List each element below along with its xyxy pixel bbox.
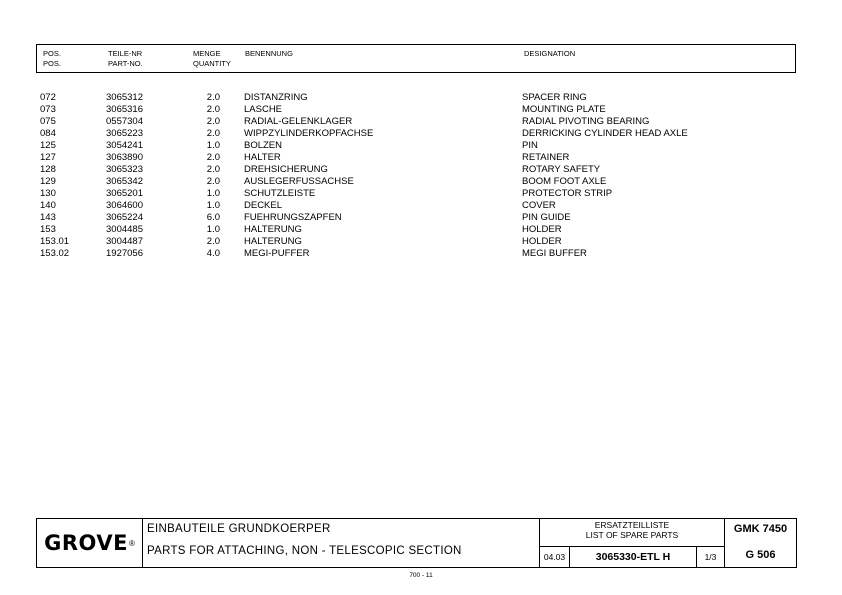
designation-cell: COVER — [522, 200, 556, 211]
header-designation: DESIGNATION — [524, 49, 576, 58]
benennung-cell: LASCHE — [244, 104, 283, 115]
designation-cell: RETAINER — [522, 152, 570, 163]
designation-cell: HOLDER — [522, 236, 562, 247]
table-row — [36, 164, 796, 176]
title-english: PARTS FOR ATTACHING, NON - TELESCOPIC SECTION — [147, 545, 462, 557]
table-row — [36, 188, 796, 200]
document-number: 3065330-ETL H — [570, 547, 697, 568]
quantity-cell: 2.0 — [206, 92, 220, 103]
part-number-cell: 3065323 — [106, 164, 143, 175]
designation-cell: SPACER RING — [522, 92, 587, 103]
title-german: EINBAUTEILE GRUNDKOERPER — [147, 523, 331, 535]
pos-cell: 140 — [40, 200, 56, 211]
sheet-number: 1/3 — [704, 552, 717, 562]
benennung-cell: FUEHRUNGSZAPFEN — [244, 212, 342, 223]
part-number-cell: 3064600 — [106, 200, 143, 211]
grove-logo: GROVE ® — [37, 519, 143, 567]
model-block — [725, 519, 796, 567]
column-header — [36, 44, 796, 73]
part-number-cell: 3054241 — [106, 140, 143, 151]
designation-cell: ROTARY SAFETY — [522, 164, 601, 175]
group-code: G 506 — [745, 549, 776, 561]
pos-cell: 143 — [40, 212, 56, 223]
table-row — [36, 104, 796, 116]
table-row — [36, 152, 796, 164]
table-row — [36, 224, 796, 236]
header-pos: POS. POS. — [43, 49, 61, 68]
pos-cell: 153.01 — [40, 236, 70, 247]
benennung-cell: MEGI-PUFFER — [244, 248, 310, 259]
model-name: GMK 7450 — [733, 523, 788, 535]
designation-cell: PROTECTOR STRIP — [522, 188, 613, 199]
quantity-cell: 2.0 — [206, 104, 220, 115]
pos-cell: 153 — [40, 224, 56, 235]
part-number-cell: 0557304 — [106, 116, 143, 127]
part-number-cell: 3004487 — [106, 236, 143, 247]
header-quantity: MENGE QUANTITY — [193, 49, 231, 68]
designation-cell: HOLDER — [522, 224, 562, 235]
part-number-cell: 3065312 — [106, 92, 143, 103]
part-number-cell: 3065316 — [106, 104, 143, 115]
pos-cell: 072 — [40, 92, 56, 103]
table-row — [36, 140, 796, 152]
benennung-cell: BOLZEN — [244, 140, 283, 151]
table-row — [36, 200, 796, 212]
quantity-cell: 1.0 — [206, 140, 220, 151]
list-info-row — [540, 546, 724, 568]
designation-cell: DERRICKING CYLINDER HEAD AXLE — [522, 128, 688, 139]
benennung-cell: HALTERUNG — [244, 236, 302, 247]
quantity-cell: 1.0 — [206, 200, 220, 211]
designation-cell: BOOM FOOT AXLE — [522, 176, 607, 187]
pos-cell: 073 — [40, 104, 56, 115]
table-row — [36, 212, 796, 224]
pos-cell: 128 — [40, 164, 56, 175]
quantity-cell: 2.0 — [206, 176, 220, 187]
benennung-cell: DREHSICHERUNG — [244, 164, 328, 175]
spare-parts-list-block — [540, 519, 725, 567]
part-number-cell: 1927056 — [106, 248, 143, 259]
table-row — [36, 176, 796, 188]
quantity-cell: 2.0 — [206, 164, 220, 175]
parts-table — [36, 92, 796, 260]
quantity-cell: 4.0 — [206, 248, 220, 259]
designation-cell: MEGI BUFFER — [522, 248, 587, 259]
benennung-cell: RADIAL-GELENKLAGER — [244, 116, 353, 127]
benennung-cell: HALTERUNG — [244, 224, 302, 235]
benennung-cell: AUSLEGERFUSSACHSE — [244, 176, 354, 187]
designation-cell: PIN — [522, 140, 538, 151]
designation-cell: RADIAL PIVOTING BEARING — [522, 116, 650, 127]
pos-cell: 127 — [40, 152, 56, 163]
pos-cell: 130 — [40, 188, 56, 199]
table-row — [36, 92, 796, 104]
quantity-cell: 2.0 — [206, 236, 220, 247]
table-row — [36, 236, 796, 248]
benennung-cell: SCHUTZLEISTE — [244, 188, 316, 199]
part-number-cell: 3065342 — [106, 176, 143, 187]
table-row — [36, 116, 796, 128]
header-benennung: BENENNUNG — [245, 49, 293, 58]
part-number-cell: 3065201 — [106, 188, 143, 199]
part-number-cell: 3004485 — [106, 224, 143, 235]
benennung-cell: HALTER — [244, 152, 281, 163]
issue-date: 04.03 — [540, 547, 570, 568]
part-number-cell: 3065224 — [106, 212, 143, 223]
designation-cell: PIN GUIDE — [522, 212, 571, 223]
pos-cell: 129 — [40, 176, 56, 187]
quantity-cell: 2.0 — [206, 128, 220, 139]
table-row — [36, 128, 796, 140]
pos-cell: 075 — [40, 116, 56, 127]
quantity-cell: 1.0 — [206, 188, 220, 199]
quantity-cell: 6.0 — [206, 212, 220, 223]
list-title: ERSATZTEILLISTE LIST OF SPARE PARTS — [585, 520, 679, 540]
quantity-cell: 2.0 — [206, 116, 220, 127]
table-row — [36, 248, 796, 260]
pos-cell: 084 — [40, 128, 56, 139]
benennung-cell: DISTANZRING — [244, 92, 308, 103]
quantity-cell: 1.0 — [206, 224, 220, 235]
page-number: 700 - 11 — [409, 572, 433, 579]
part-number-cell: 3065223 — [106, 128, 143, 139]
designation-cell: MOUNTING PLATE — [522, 104, 606, 115]
header-part-no: TEILE-NR PART-NO. — [108, 49, 143, 68]
part-number-cell: 3063890 — [106, 152, 143, 163]
benennung-cell: DECKEL — [244, 200, 283, 211]
benennung-cell: WIPPZYLINDERKOPFACHSE — [244, 128, 374, 139]
title-block — [36, 518, 797, 568]
quantity-cell: 2.0 — [206, 152, 220, 163]
pos-cell: 153.02 — [40, 248, 70, 259]
pos-cell: 125 — [40, 140, 56, 151]
section-title — [143, 519, 540, 567]
